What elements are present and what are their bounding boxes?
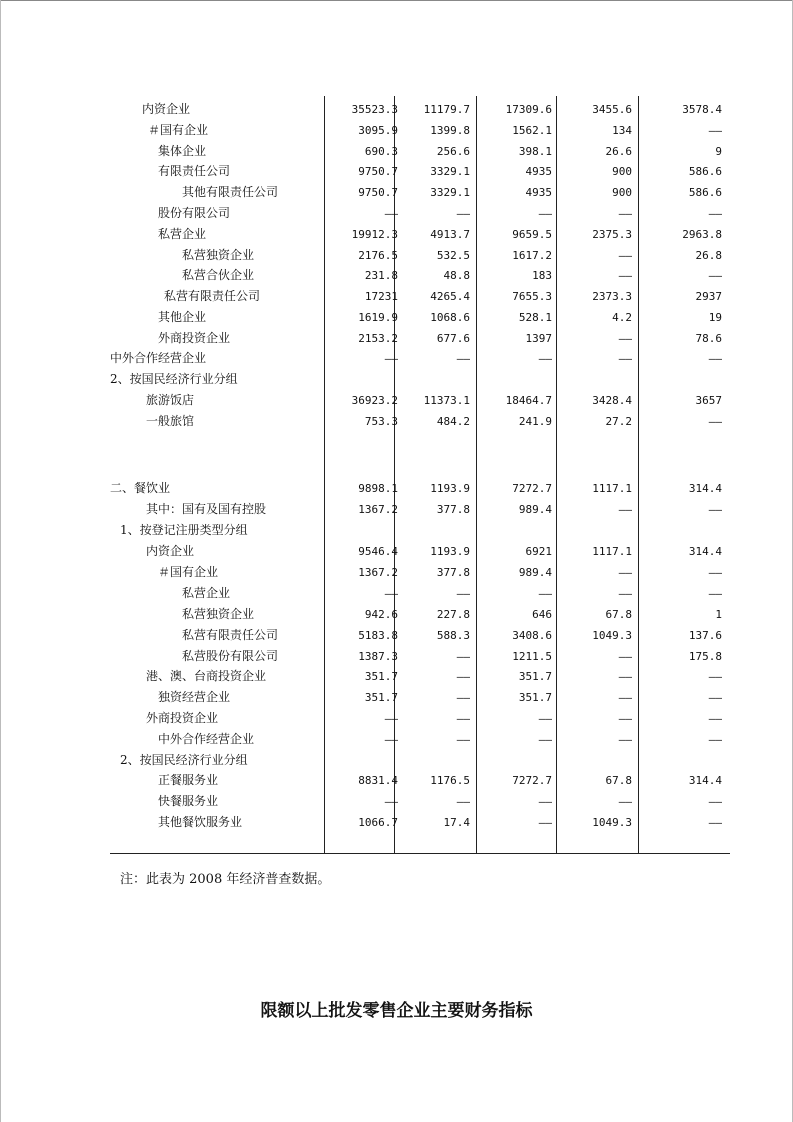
- row-value: ——: [384, 733, 398, 746]
- row-label: 旅游饭店: [146, 393, 195, 407]
- row-value: 19: [708, 311, 722, 324]
- row-label: 集体企业: [158, 144, 207, 158]
- row-value: 2963.8: [682, 228, 722, 241]
- row-value: 9750.7: [358, 186, 398, 199]
- row-value: ——: [456, 650, 470, 663]
- row-value: 4.2: [612, 311, 632, 324]
- table-row: [110, 328, 730, 349]
- row-value: ——: [538, 207, 552, 220]
- row-value: ——: [708, 670, 722, 683]
- row-value: 3329.1: [430, 165, 470, 178]
- row-value: ——: [538, 816, 552, 829]
- row-value: 3095.9: [358, 124, 398, 137]
- row-value: ——: [618, 249, 632, 262]
- row-value: 4913.7: [430, 228, 470, 241]
- row-label: 私营企业: [158, 227, 207, 241]
- table-row: [110, 161, 730, 182]
- row-value: 3428.4: [592, 394, 632, 407]
- row-label: 内资企业: [146, 544, 195, 558]
- row-label: 有限责任公司: [158, 164, 231, 178]
- row-value: 11373.1: [423, 394, 470, 407]
- row-value: ——: [456, 795, 470, 808]
- table-bottom-rule: [110, 853, 730, 854]
- row-value: ——: [456, 712, 470, 725]
- row-value: ——: [618, 332, 632, 345]
- row-value: ——: [384, 352, 398, 365]
- row-value: 314.4: [688, 482, 722, 495]
- table-row: [110, 625, 730, 646]
- row-value: ——: [538, 733, 552, 746]
- row-value: 5183.8: [358, 629, 398, 642]
- row-value: 677.6: [436, 332, 470, 345]
- row-value: 2153.2: [358, 332, 398, 345]
- row-label: 私营独资企业: [182, 248, 255, 262]
- table-row: [110, 646, 730, 667]
- row-value: 351.7: [364, 670, 398, 683]
- table-row: [110, 666, 730, 687]
- table-row: [110, 812, 730, 833]
- table-row: [110, 478, 730, 499]
- table-row: [110, 307, 730, 328]
- row-label: 外商投资企业: [158, 331, 231, 345]
- row-value: 48.8: [443, 269, 470, 282]
- table-row: [110, 499, 730, 520]
- row-value: 3578.4: [682, 103, 722, 116]
- row-label: 私营独资企业: [182, 607, 255, 621]
- row-value: ——: [708, 733, 722, 746]
- row-value: 17309.6: [505, 103, 552, 116]
- row-value: 484.2: [436, 415, 470, 428]
- row-value: 26.8: [695, 249, 722, 262]
- row-value: 1399.8: [430, 124, 470, 137]
- row-value: 1049.3: [592, 629, 632, 642]
- row-value: ——: [618, 269, 632, 282]
- row-value: ——: [538, 795, 552, 808]
- table-row: [110, 390, 730, 411]
- row-value: 377.8: [436, 503, 470, 516]
- row-value: 3455.6: [592, 103, 632, 116]
- row-label: 二、餐饮业: [110, 481, 171, 495]
- row-value: 227.8: [436, 608, 470, 621]
- row-value: 586.6: [688, 186, 722, 199]
- row-value: ——: [708, 795, 722, 808]
- row-value: 1117.1: [592, 482, 632, 495]
- row-label: 外商投资企业: [146, 711, 219, 725]
- row-value: ——: [618, 670, 632, 683]
- row-value: 9750.7: [358, 165, 398, 178]
- page-frame-left: [0, 0, 1, 1122]
- row-value: ——: [538, 587, 552, 600]
- row-value: 1176.5: [430, 774, 470, 787]
- row-value: ——: [538, 712, 552, 725]
- row-value: 586.6: [688, 165, 722, 178]
- row-value: 7272.7: [512, 482, 552, 495]
- row-value: 2373.3: [592, 290, 632, 303]
- row-value: 175.8: [688, 650, 722, 663]
- row-label: 私营企业: [182, 586, 231, 600]
- row-value: 3329.1: [430, 186, 470, 199]
- page-frame-top: [0, 0, 792, 1]
- table-row: [110, 411, 730, 432]
- row-label: ＃国有企业: [148, 123, 209, 137]
- row-value: 78.6: [695, 332, 722, 345]
- row-value: ——: [708, 587, 722, 600]
- row-value: 4935: [525, 186, 552, 199]
- row-value: ——: [456, 207, 470, 220]
- row-value: ——: [456, 352, 470, 365]
- row-value: ——: [708, 503, 722, 516]
- row-value: 532.5: [436, 249, 470, 262]
- row-value: 1367.2: [358, 503, 398, 516]
- row-value: 2375.3: [592, 228, 632, 241]
- row-value: 314.4: [688, 774, 722, 787]
- row-value: ——: [618, 587, 632, 600]
- row-value: 26.6: [605, 145, 632, 158]
- row-value: ——: [538, 352, 552, 365]
- row-value: 7272.7: [512, 774, 552, 787]
- row-value: 753.3: [364, 415, 398, 428]
- table-row: [110, 265, 730, 286]
- row-value: 351.7: [518, 670, 552, 683]
- row-value: 1049.3: [592, 816, 632, 829]
- table-row: [110, 369, 730, 390]
- row-value: 646: [532, 608, 552, 621]
- row-value: 137.6: [688, 629, 722, 642]
- row-value: ——: [456, 691, 470, 704]
- row-label: 其他企业: [158, 310, 207, 324]
- table-row: [110, 141, 730, 162]
- row-value: 1562.1: [512, 124, 552, 137]
- row-label: 正餐服务业: [158, 773, 219, 787]
- row-value: 9546.4: [358, 545, 398, 558]
- table-row: [110, 224, 730, 245]
- row-value: ——: [708, 124, 722, 137]
- row-value: 9898.1: [358, 482, 398, 495]
- row-value: 1066.7: [358, 816, 398, 829]
- row-value: 351.7: [518, 691, 552, 704]
- row-label: 快餐服务业: [158, 794, 219, 808]
- row-value: 1193.9: [430, 482, 470, 495]
- row-value: 1068.6: [430, 311, 470, 324]
- row-label: 港、澳、台商投资企业: [146, 669, 267, 683]
- row-value: 11179.7: [423, 103, 470, 116]
- row-value: 1193.9: [430, 545, 470, 558]
- row-value: 18464.7: [505, 394, 552, 407]
- table-row: [110, 583, 730, 604]
- row-value: 528.1: [518, 311, 552, 324]
- row-label: 独资经营企业: [158, 690, 231, 704]
- row-label: 股份有限公司: [158, 206, 231, 220]
- row-value: ——: [618, 352, 632, 365]
- row-value: ——: [708, 352, 722, 365]
- row-value: ——: [384, 587, 398, 600]
- row-value: 351.7: [364, 691, 398, 704]
- row-value: ——: [618, 503, 632, 516]
- row-value: 900: [612, 186, 632, 199]
- row-value: 36923.2: [351, 394, 398, 407]
- row-value: ——: [384, 712, 398, 725]
- row-value: 942.6: [364, 608, 398, 621]
- table-row: [110, 245, 730, 266]
- row-value: 17.4: [443, 816, 470, 829]
- row-value: ——: [618, 691, 632, 704]
- statistics-table: [110, 96, 730, 854]
- table-row: [110, 562, 730, 583]
- row-value: 4935: [525, 165, 552, 178]
- row-value: 231.8: [364, 269, 398, 282]
- row-value: 35523.3: [351, 103, 398, 116]
- table-row: [110, 203, 730, 224]
- row-value: 19912.3: [351, 228, 398, 241]
- row-label: 其他有限责任公司: [182, 185, 279, 199]
- row-value: 1617.2: [512, 249, 552, 262]
- table-row: [110, 687, 730, 708]
- row-label: 私营有限责任公司: [164, 289, 261, 303]
- row-value: ——: [384, 207, 398, 220]
- row-value: 241.9: [518, 415, 552, 428]
- table-row: [110, 99, 730, 120]
- row-value: ——: [618, 712, 632, 725]
- row-label: 2、按国民经济行业分组: [120, 753, 248, 767]
- row-value: ——: [708, 269, 722, 282]
- row-label: 中外合作经营企业: [158, 732, 255, 746]
- row-value: 3657: [695, 394, 722, 407]
- row-value: ——: [708, 415, 722, 428]
- row-value: 7655.3: [512, 290, 552, 303]
- row-label: 中外合作经营企业: [110, 351, 207, 365]
- row-label: 内资企业: [142, 102, 191, 116]
- row-value: 134: [612, 124, 632, 137]
- row-value: 9: [715, 145, 722, 158]
- row-value: 900: [612, 165, 632, 178]
- row-value: 2176.5: [358, 249, 398, 262]
- row-value: ——: [618, 207, 632, 220]
- row-value: ——: [708, 207, 722, 220]
- row-value: 1211.5: [512, 650, 552, 663]
- row-value: 1: [715, 608, 722, 621]
- row-value: 2937: [695, 290, 722, 303]
- table-row: [110, 348, 730, 369]
- row-value: ——: [618, 795, 632, 808]
- row-value: 17231: [364, 290, 398, 303]
- row-value: 4265.4: [430, 290, 470, 303]
- row-value: ——: [384, 795, 398, 808]
- row-label: ＃国有企业: [158, 565, 219, 579]
- table-row: [110, 182, 730, 203]
- table-row: [110, 120, 730, 141]
- row-label: 私营股份有限公司: [182, 649, 279, 663]
- row-value: ——: [456, 587, 470, 600]
- row-value: 1367.2: [358, 566, 398, 579]
- row-value: 377.8: [436, 566, 470, 579]
- row-value: 9659.5: [512, 228, 552, 241]
- row-value: ——: [618, 566, 632, 579]
- row-value: ——: [708, 712, 722, 725]
- row-value: 989.4: [518, 503, 552, 516]
- row-value: 183: [532, 269, 552, 282]
- table-row: [110, 729, 730, 750]
- row-value: 8831.4: [358, 774, 398, 787]
- row-value: 1619.9: [358, 311, 398, 324]
- row-label: 一般旅馆: [146, 414, 195, 428]
- table-row: [110, 286, 730, 307]
- row-value: ——: [456, 733, 470, 746]
- row-value: ——: [618, 650, 632, 663]
- row-value: 6921: [525, 545, 552, 558]
- row-label: 其中：国有及国有控股: [146, 502, 267, 516]
- row-value: ——: [708, 566, 722, 579]
- row-value: 1387.3: [358, 650, 398, 663]
- table-row: [110, 541, 730, 562]
- row-label: 1、按登记注册类型分组: [120, 523, 248, 537]
- row-label: 2、按国民经济行业分组: [110, 372, 238, 386]
- row-value: 256.6: [436, 145, 470, 158]
- table-row: [110, 520, 730, 541]
- row-value: 989.4: [518, 566, 552, 579]
- row-value: ——: [708, 691, 722, 704]
- row-value: ——: [456, 670, 470, 683]
- row-value: 398.1: [518, 145, 552, 158]
- row-value: 1397: [525, 332, 552, 345]
- row-value: 588.3: [436, 629, 470, 642]
- row-label: 其他餐饮服务业: [158, 815, 243, 829]
- row-value: 690.3: [364, 145, 398, 158]
- row-value: ——: [618, 733, 632, 746]
- row-value: 67.8: [605, 608, 632, 621]
- table-row: [110, 750, 730, 771]
- row-value: 67.8: [605, 774, 632, 787]
- table-row: [110, 708, 730, 729]
- table-row: [110, 770, 730, 791]
- row-value: 27.2: [605, 415, 632, 428]
- row-label: 私营合伙企业: [182, 268, 255, 282]
- row-value: 1117.1: [592, 545, 632, 558]
- next-section-title: 限额以上批发零售企业主要财务指标: [260, 1001, 533, 1021]
- table-row: [110, 604, 730, 625]
- row-value: ——: [708, 816, 722, 829]
- table-note: 注：此表为 2008 年经济普查数据。: [120, 872, 331, 887]
- row-label: 私营有限责任公司: [182, 628, 279, 642]
- table-row: [110, 791, 730, 812]
- row-value: 3408.6: [512, 629, 552, 642]
- row-value: 314.4: [688, 545, 722, 558]
